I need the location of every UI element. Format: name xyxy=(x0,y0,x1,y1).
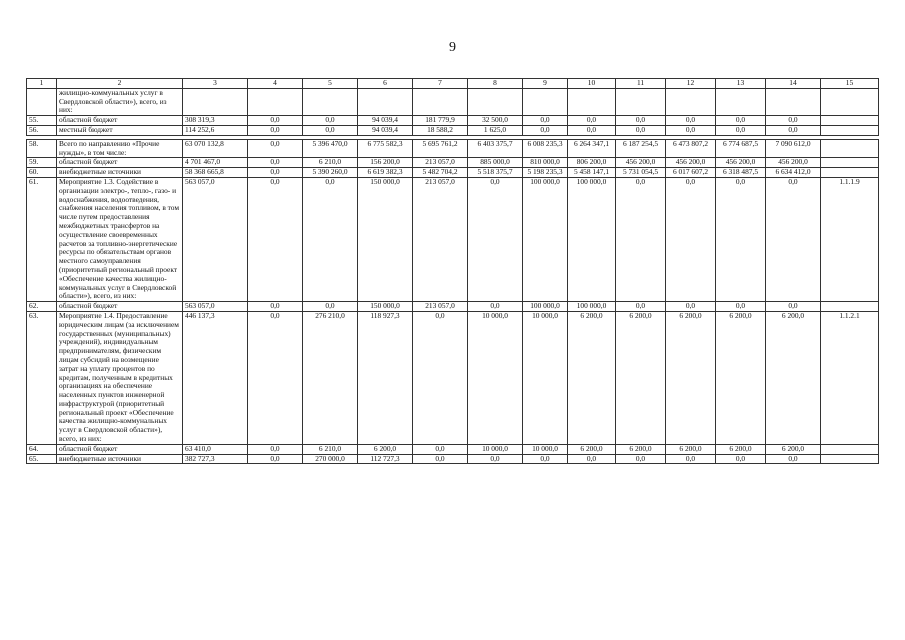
value-cell: 456 200,0 xyxy=(766,158,821,168)
value-cell: 0,0 xyxy=(616,302,666,312)
target-code xyxy=(821,158,879,168)
value-cell: 6 200,0 xyxy=(716,311,766,444)
value-cell xyxy=(766,88,821,115)
header-cell: 6 xyxy=(358,79,413,89)
row-number: 62. xyxy=(27,302,57,312)
value-cell: 114 252,6 xyxy=(183,125,248,135)
table-row xyxy=(27,116,879,126)
value-cell: 5 198 235,3 xyxy=(523,168,568,178)
value-cell: 6 200,0 xyxy=(358,444,413,454)
value-cell xyxy=(358,88,413,115)
value-cell: 0,0 xyxy=(568,125,616,135)
value-cell: 0,0 xyxy=(248,116,303,126)
value-cell: 0,0 xyxy=(616,454,666,464)
target-code xyxy=(821,88,879,115)
value-cell: 6 619 382,3 xyxy=(358,168,413,178)
target-code xyxy=(821,116,879,126)
row-number: 58. xyxy=(27,139,57,158)
value-cell: 0,0 xyxy=(248,444,303,454)
row-number: 61. xyxy=(27,177,57,301)
value-cell: 5 695 761,2 xyxy=(413,139,468,158)
value-cell: 5 458 147,1 xyxy=(568,168,616,178)
value-cell: 63 070 132,8 xyxy=(183,139,248,158)
value-cell: 94 039,4 xyxy=(358,116,413,126)
row-number: 55. xyxy=(27,116,57,126)
header-cell: 7 xyxy=(413,79,468,89)
value-cell: 0,0 xyxy=(468,177,523,301)
value-cell: 5 731 054,5 xyxy=(616,168,666,178)
value-cell: 6 264 347,1 xyxy=(568,139,616,158)
value-cell: 213 057,0 xyxy=(413,158,468,168)
value-cell: 112 727,3 xyxy=(358,454,413,464)
value-cell: 94 039,4 xyxy=(358,125,413,135)
value-cell: 150 000,0 xyxy=(358,177,413,301)
value-cell: 456 200,0 xyxy=(616,158,666,168)
value-cell: 6 200,0 xyxy=(666,311,716,444)
value-cell: 58 368 665,8 xyxy=(183,168,248,178)
target-code: 1.1.1.9 xyxy=(821,177,879,301)
row-description: местный бюджет xyxy=(57,125,183,135)
value-cell: 10 000,0 xyxy=(468,311,523,444)
value-cell xyxy=(523,88,568,115)
value-cell: 6 634 412,0 xyxy=(766,168,821,178)
value-cell: 6 200,0 xyxy=(616,444,666,454)
value-cell: 0,0 xyxy=(666,177,716,301)
value-cell: 810 000,0 xyxy=(523,158,568,168)
value-cell: 6 200,0 xyxy=(716,444,766,454)
table-row xyxy=(27,88,879,115)
value-cell: 6 775 582,3 xyxy=(358,139,413,158)
row-number: 60. xyxy=(27,168,57,178)
value-cell: 6 210,0 xyxy=(303,158,358,168)
table-row xyxy=(27,311,879,444)
table-row xyxy=(27,139,879,158)
value-cell: 6 210,0 xyxy=(303,444,358,454)
table-row xyxy=(27,444,879,454)
value-cell: 6 473 807,2 xyxy=(666,139,716,158)
table-row xyxy=(27,125,879,135)
value-cell: 213 057,0 xyxy=(413,302,468,312)
header-cell: 11 xyxy=(616,79,666,89)
value-cell: 0,0 xyxy=(716,125,766,135)
value-cell: 7 090 612,0 xyxy=(766,139,821,158)
value-cell: 18 588,2 xyxy=(413,125,468,135)
value-cell xyxy=(183,88,248,115)
value-cell xyxy=(616,88,666,115)
value-cell: 100 000,0 xyxy=(568,302,616,312)
value-cell: 0,0 xyxy=(523,454,568,464)
value-cell: 0,0 xyxy=(716,302,766,312)
value-cell: 885 000,0 xyxy=(468,158,523,168)
value-cell: 0,0 xyxy=(468,454,523,464)
value-cell: 6 200,0 xyxy=(568,444,616,454)
header-row xyxy=(27,79,879,89)
value-cell: 0,0 xyxy=(716,454,766,464)
value-cell: 6 200,0 xyxy=(766,311,821,444)
value-cell: 213 057,0 xyxy=(413,177,468,301)
value-cell: 5 482 704,2 xyxy=(413,168,468,178)
value-cell: 0,0 xyxy=(568,116,616,126)
value-cell: 0,0 xyxy=(248,454,303,464)
row-number: 59. xyxy=(27,158,57,168)
value-cell: 5 396 470,0 xyxy=(303,139,358,158)
table-row xyxy=(27,158,879,168)
value-cell: 6 200,0 xyxy=(666,444,716,454)
row-number: 65. xyxy=(27,454,57,464)
row-number: 56. xyxy=(27,125,57,135)
value-cell: 0,0 xyxy=(303,125,358,135)
value-cell: 0,0 xyxy=(666,302,716,312)
value-cell xyxy=(568,88,616,115)
value-cell: 0,0 xyxy=(303,177,358,301)
value-cell: 6 008 235,3 xyxy=(523,139,568,158)
value-cell xyxy=(303,88,358,115)
row-description: областной бюджет xyxy=(57,444,183,454)
value-cell: 0,0 xyxy=(616,116,666,126)
page-number: 9 xyxy=(449,40,456,55)
row-description: жилищно-коммунальных услуг в Свердловской области»), всего, из них: xyxy=(57,88,183,115)
value-cell: 100 000,0 xyxy=(523,302,568,312)
value-cell: 0,0 xyxy=(666,116,716,126)
value-cell: 0,0 xyxy=(523,125,568,135)
budget-table xyxy=(26,78,879,464)
value-cell xyxy=(413,88,468,115)
value-cell: 32 500,0 xyxy=(468,116,523,126)
row-description: внебюджетные источники xyxy=(57,454,183,464)
header-cell: 9 xyxy=(523,79,568,89)
target-code xyxy=(821,168,879,178)
header-cell: 12 xyxy=(666,79,716,89)
value-cell xyxy=(716,88,766,115)
value-cell: 446 137,3 xyxy=(183,311,248,444)
value-cell: 0,0 xyxy=(248,125,303,135)
value-cell: 0,0 xyxy=(716,116,766,126)
value-cell: 0,0 xyxy=(303,302,358,312)
value-cell: 0,0 xyxy=(248,302,303,312)
value-cell: 0,0 xyxy=(766,302,821,312)
value-cell: 456 200,0 xyxy=(716,158,766,168)
value-cell: 0,0 xyxy=(303,116,358,126)
value-cell: 0,0 xyxy=(413,444,468,454)
value-cell: 6 318 487,5 xyxy=(716,168,766,178)
value-cell: 456 200,0 xyxy=(666,158,716,168)
value-cell: 6 200,0 xyxy=(568,311,616,444)
row-description: Мероприятие 1.3. Содействие в организации электро-, тепло-, газо- и водоснабжения, водоотведения, снабжения населения топливом, в том числе путем предоставления межбюджетных трансфертов на осуществление своевременных расчетов за топливно-энергетические ресурсы по обязательствам органов местного самоуправления (приоритетный региональный проект «Обеспечение качества жилищно-коммунальных услуг в Свердловской области»), всего, из них: xyxy=(57,177,183,301)
value-cell: 563 057,0 xyxy=(183,177,248,301)
value-cell: 181 779,9 xyxy=(413,116,468,126)
value-cell: 156 200,0 xyxy=(358,158,413,168)
header-cell: 5 xyxy=(303,79,358,89)
header-cell: 3 xyxy=(183,79,248,89)
value-cell: 63 410,0 xyxy=(183,444,248,454)
row-description: Мероприятие 1.4. Предоставление юридическим лицам (за исключением государственных (муниципальных) учреждений), индивидуальным предпринимателям, физическим лицам субсидий на возмещение затрат на уплату процентов по кредитам, полученным в кредитных организациях на обеспечение населенных пунктов инженерной инфраструктурой (приоритетный региональный проект «Обеспечение качества жилищно-коммунальных услуг в Свердловской области»), всего, из них: xyxy=(57,311,183,444)
value-cell: 1 625,0 xyxy=(468,125,523,135)
value-cell: 5 390 260,0 xyxy=(303,168,358,178)
value-cell: 0,0 xyxy=(616,177,666,301)
header-cell: 15 xyxy=(821,79,879,89)
header-cell: 1 xyxy=(27,79,57,89)
target-code xyxy=(821,454,879,464)
value-cell: 0,0 xyxy=(666,125,716,135)
value-cell: 308 319,3 xyxy=(183,116,248,126)
value-cell: 0,0 xyxy=(766,125,821,135)
header-cell: 14 xyxy=(766,79,821,89)
value-cell: 6 187 254,5 xyxy=(616,139,666,158)
header-cell: 2 xyxy=(57,79,183,89)
value-cell: 6 774 687,5 xyxy=(716,139,766,158)
value-cell: 100 000,0 xyxy=(568,177,616,301)
value-cell: 5 518 375,7 xyxy=(468,168,523,178)
row-description: областной бюджет xyxy=(57,158,183,168)
table-row xyxy=(27,168,879,178)
value-cell: 0,0 xyxy=(766,116,821,126)
value-cell: 0,0 xyxy=(568,454,616,464)
row-description: областной бюджет xyxy=(57,302,183,312)
value-cell: 6 017 607,2 xyxy=(666,168,716,178)
row-description: Всего по направлению «Прочие нужды», в том числе: xyxy=(57,139,183,158)
value-cell: 10 000,0 xyxy=(468,444,523,454)
value-cell: 0,0 xyxy=(248,177,303,301)
value-cell: 382 727,3 xyxy=(183,454,248,464)
value-cell: 0,0 xyxy=(616,125,666,135)
value-cell: 100 000,0 xyxy=(523,177,568,301)
value-cell: 10 000,0 xyxy=(523,311,568,444)
target-code xyxy=(821,444,879,454)
value-cell xyxy=(248,88,303,115)
value-cell: 276 210,0 xyxy=(303,311,358,444)
value-cell: 0,0 xyxy=(248,168,303,178)
value-cell xyxy=(468,88,523,115)
value-cell: 0,0 xyxy=(766,177,821,301)
table-row xyxy=(27,454,879,464)
value-cell: 6 200,0 xyxy=(766,444,821,454)
value-cell: 563 057,0 xyxy=(183,302,248,312)
header-cell: 10 xyxy=(568,79,616,89)
value-cell: 0,0 xyxy=(248,311,303,444)
table-row xyxy=(27,302,879,312)
value-cell: 0,0 xyxy=(413,454,468,464)
header-cell: 13 xyxy=(716,79,766,89)
value-cell: 0,0 xyxy=(666,454,716,464)
value-cell: 0,0 xyxy=(716,177,766,301)
value-cell: 6 403 375,7 xyxy=(468,139,523,158)
value-cell: 0,0 xyxy=(523,116,568,126)
row-number xyxy=(27,88,57,115)
value-cell: 150 000,0 xyxy=(358,302,413,312)
header-cell: 4 xyxy=(248,79,303,89)
value-cell: 0,0 xyxy=(468,302,523,312)
value-cell: 0,0 xyxy=(248,139,303,158)
value-cell: 118 927,3 xyxy=(358,311,413,444)
value-cell: 0,0 xyxy=(248,158,303,168)
value-cell: 270 000,0 xyxy=(303,454,358,464)
value-cell: 6 200,0 xyxy=(616,311,666,444)
value-cell xyxy=(666,88,716,115)
row-number: 63. xyxy=(27,311,57,444)
value-cell: 0,0 xyxy=(413,311,468,444)
row-number: 64. xyxy=(27,444,57,454)
target-code xyxy=(821,302,879,312)
table-row xyxy=(27,177,879,301)
header-cell: 8 xyxy=(468,79,523,89)
value-cell: 4 701 467,0 xyxy=(183,158,248,168)
target-code xyxy=(821,125,879,135)
value-cell: 10 000,0 xyxy=(523,444,568,454)
target-code xyxy=(821,139,879,158)
row-description: внебюджетные источники xyxy=(57,168,183,178)
target-code: 1.1.2.1 xyxy=(821,311,879,444)
value-cell: 0,0 xyxy=(766,454,821,464)
value-cell: 806 200,0 xyxy=(568,158,616,168)
row-description: областной бюджет xyxy=(57,116,183,126)
